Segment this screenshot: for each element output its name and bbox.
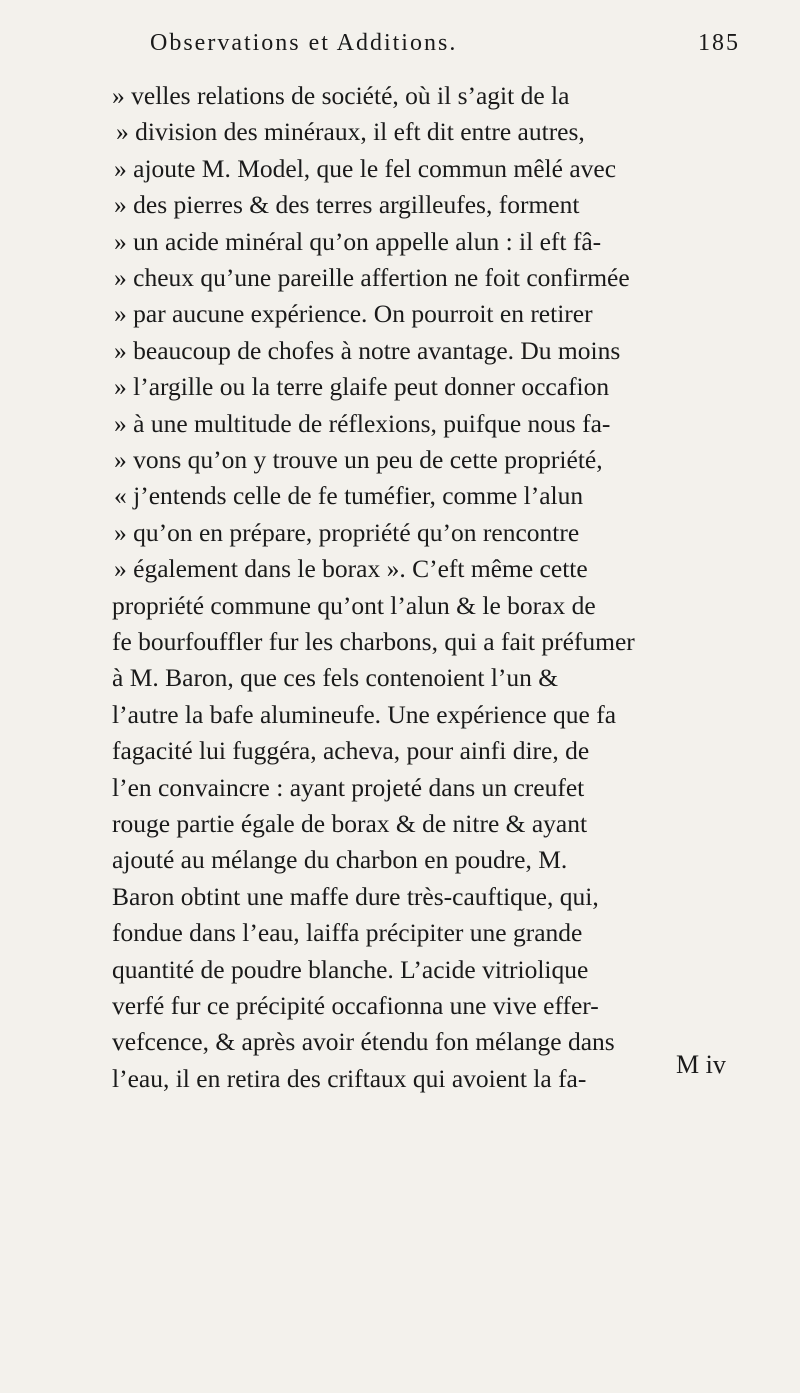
running-head [150, 30, 740, 66]
text-line: » l’argille ou la terre glaife peut donner occafion [114, 372, 610, 402]
text-line: rouge partie égale de borax & de nitre & ayant [112, 809, 588, 838]
text-line: » velles relations de société, où il s’agit de la [112, 81, 570, 110]
page-number: 185 [698, 30, 740, 56]
text-line: » par aucune expérience. On pourroit en retirer [114, 299, 593, 329]
text-line: Baron obtint une maffe dure très-cauftique, qui, [112, 881, 599, 911]
running-title: Observations et Additions. [150, 30, 458, 56]
text-line: l’autre la bafe alumineufe. Une expérience que fa [112, 699, 617, 729]
text-line: » des pierres & des terres argilleufes, forment [114, 190, 580, 220]
text-line: propriété commune qu’ont l’alun & le borax de [112, 590, 596, 620]
text-line: » beaucoup de chofes à notre avantage. Du moins [114, 335, 621, 365]
text-line: l’en convaincre : ayant projeté dans un creufet [112, 772, 585, 802]
text-line: ajouté au mélange du charbon en poudre, M. [112, 845, 568, 875]
text-line: quantité de poudre blanche. L’acide vitriolique [112, 954, 589, 984]
text-line: » division des minéraux, il eft dit entre autres, [116, 117, 585, 147]
text-line: verfé fur ce précipité occafionna une vive effer- [112, 991, 599, 1020]
text-line: vefcence, & après avoir étendu fon mélange dans [112, 1027, 615, 1057]
text-line: l’eau, il en retira des criftaux qui avoient la fa- [112, 1063, 587, 1093]
text-line: » vons qu’on y trouve un peu de cette propriété, [114, 445, 603, 474]
text-line: » cheux qu’une pareille affertion ne foit confirmée [114, 263, 630, 292]
text-line: à M. Baron, que ces fels contenoient l’un & [112, 663, 559, 693]
text-line: » ajoute M. Model, que le fel commun mêlé avec [114, 153, 617, 183]
text-line: fagacité lui fuggéra, acheva, pour ainfi dire, de [112, 736, 590, 766]
text-line: fondue dans l’eau, laiffa précipiter une grande [112, 918, 583, 948]
text-line: » à une multitude de réflexions, puifque nous fa- [114, 408, 611, 438]
text-line: « j’entends celle de fe tuméfier, comme l’alun [114, 481, 584, 511]
text-line: » qu’on en prépare, propriété qu’on rencontre [114, 517, 580, 547]
signature-mark: M iv [676, 1050, 726, 1079]
text-line: » également dans le borax ». C’eft même cette [114, 554, 588, 584]
text-line: » un acide minéral qu’on appelle alun : il eft fâ- [114, 226, 602, 256]
text-line: fe bourfouffler fur les charbons, qui a fait préfumer [112, 627, 635, 656]
